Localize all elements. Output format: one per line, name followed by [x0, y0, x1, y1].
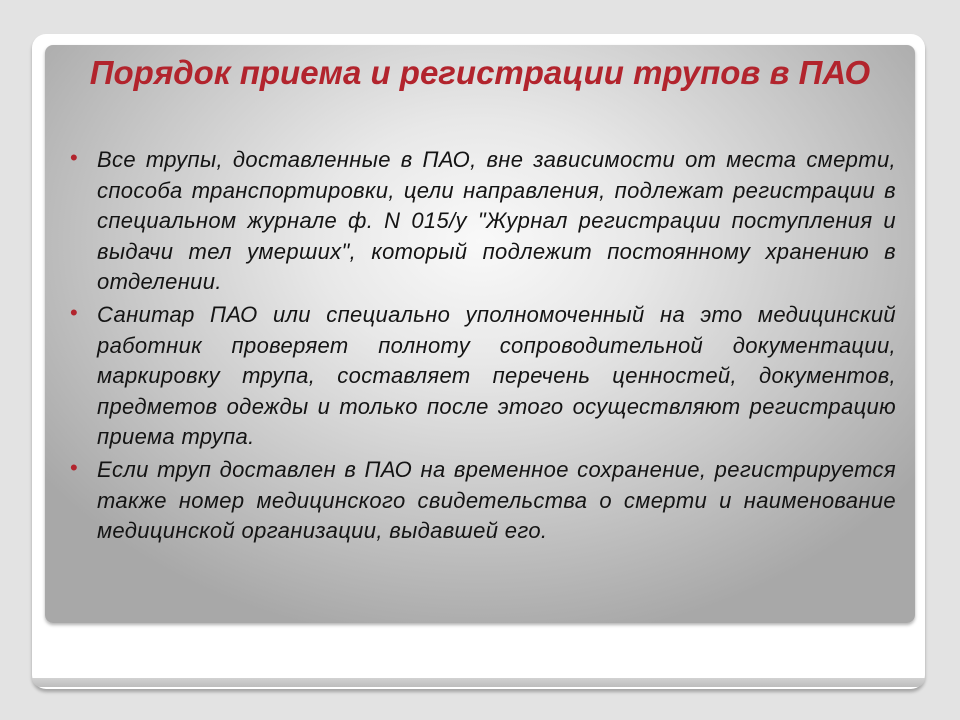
bullet-marker: • [70, 454, 79, 480]
slide-title: Порядок приема и регистрации трупов в ПАО [89, 54, 871, 91]
bullet-marker: • [70, 145, 79, 170]
bullet-text: Санитар ПАО или специально уполномоченный на это медицинский работник проверяет полноту сопроводительной документации, маркировку трупа, составляет перечень ценностей, документов, предметов одежды и только после этого осуществляют регистрацию приема трупа. [97, 301, 896, 450]
bullet-marker: • [70, 299, 79, 325]
bullet-list [70, 145, 896, 549]
bullet-item [70, 145, 896, 298]
bullet-text: Все трупы, доставленные в ПАО, вне зависимости от места смерти, способа транспортировки, цели направления, подлежат регистрации в специальном журнале ф. N 015/у "Журнал регистрации поступления и выдачи тел умерших", который подлежит постоянному хранению в отделении. [97, 147, 896, 295]
bullet-item [70, 300, 896, 453]
slide-bottom-bar [32, 678, 925, 687]
bullet-item [70, 455, 896, 547]
bullet-text: Если труп доставлен в ПАО на временное сохранение, регистрируется также номер медицинского свидетельства о смерти и наименование медицинской организации, выдавшей его. [97, 456, 896, 544]
